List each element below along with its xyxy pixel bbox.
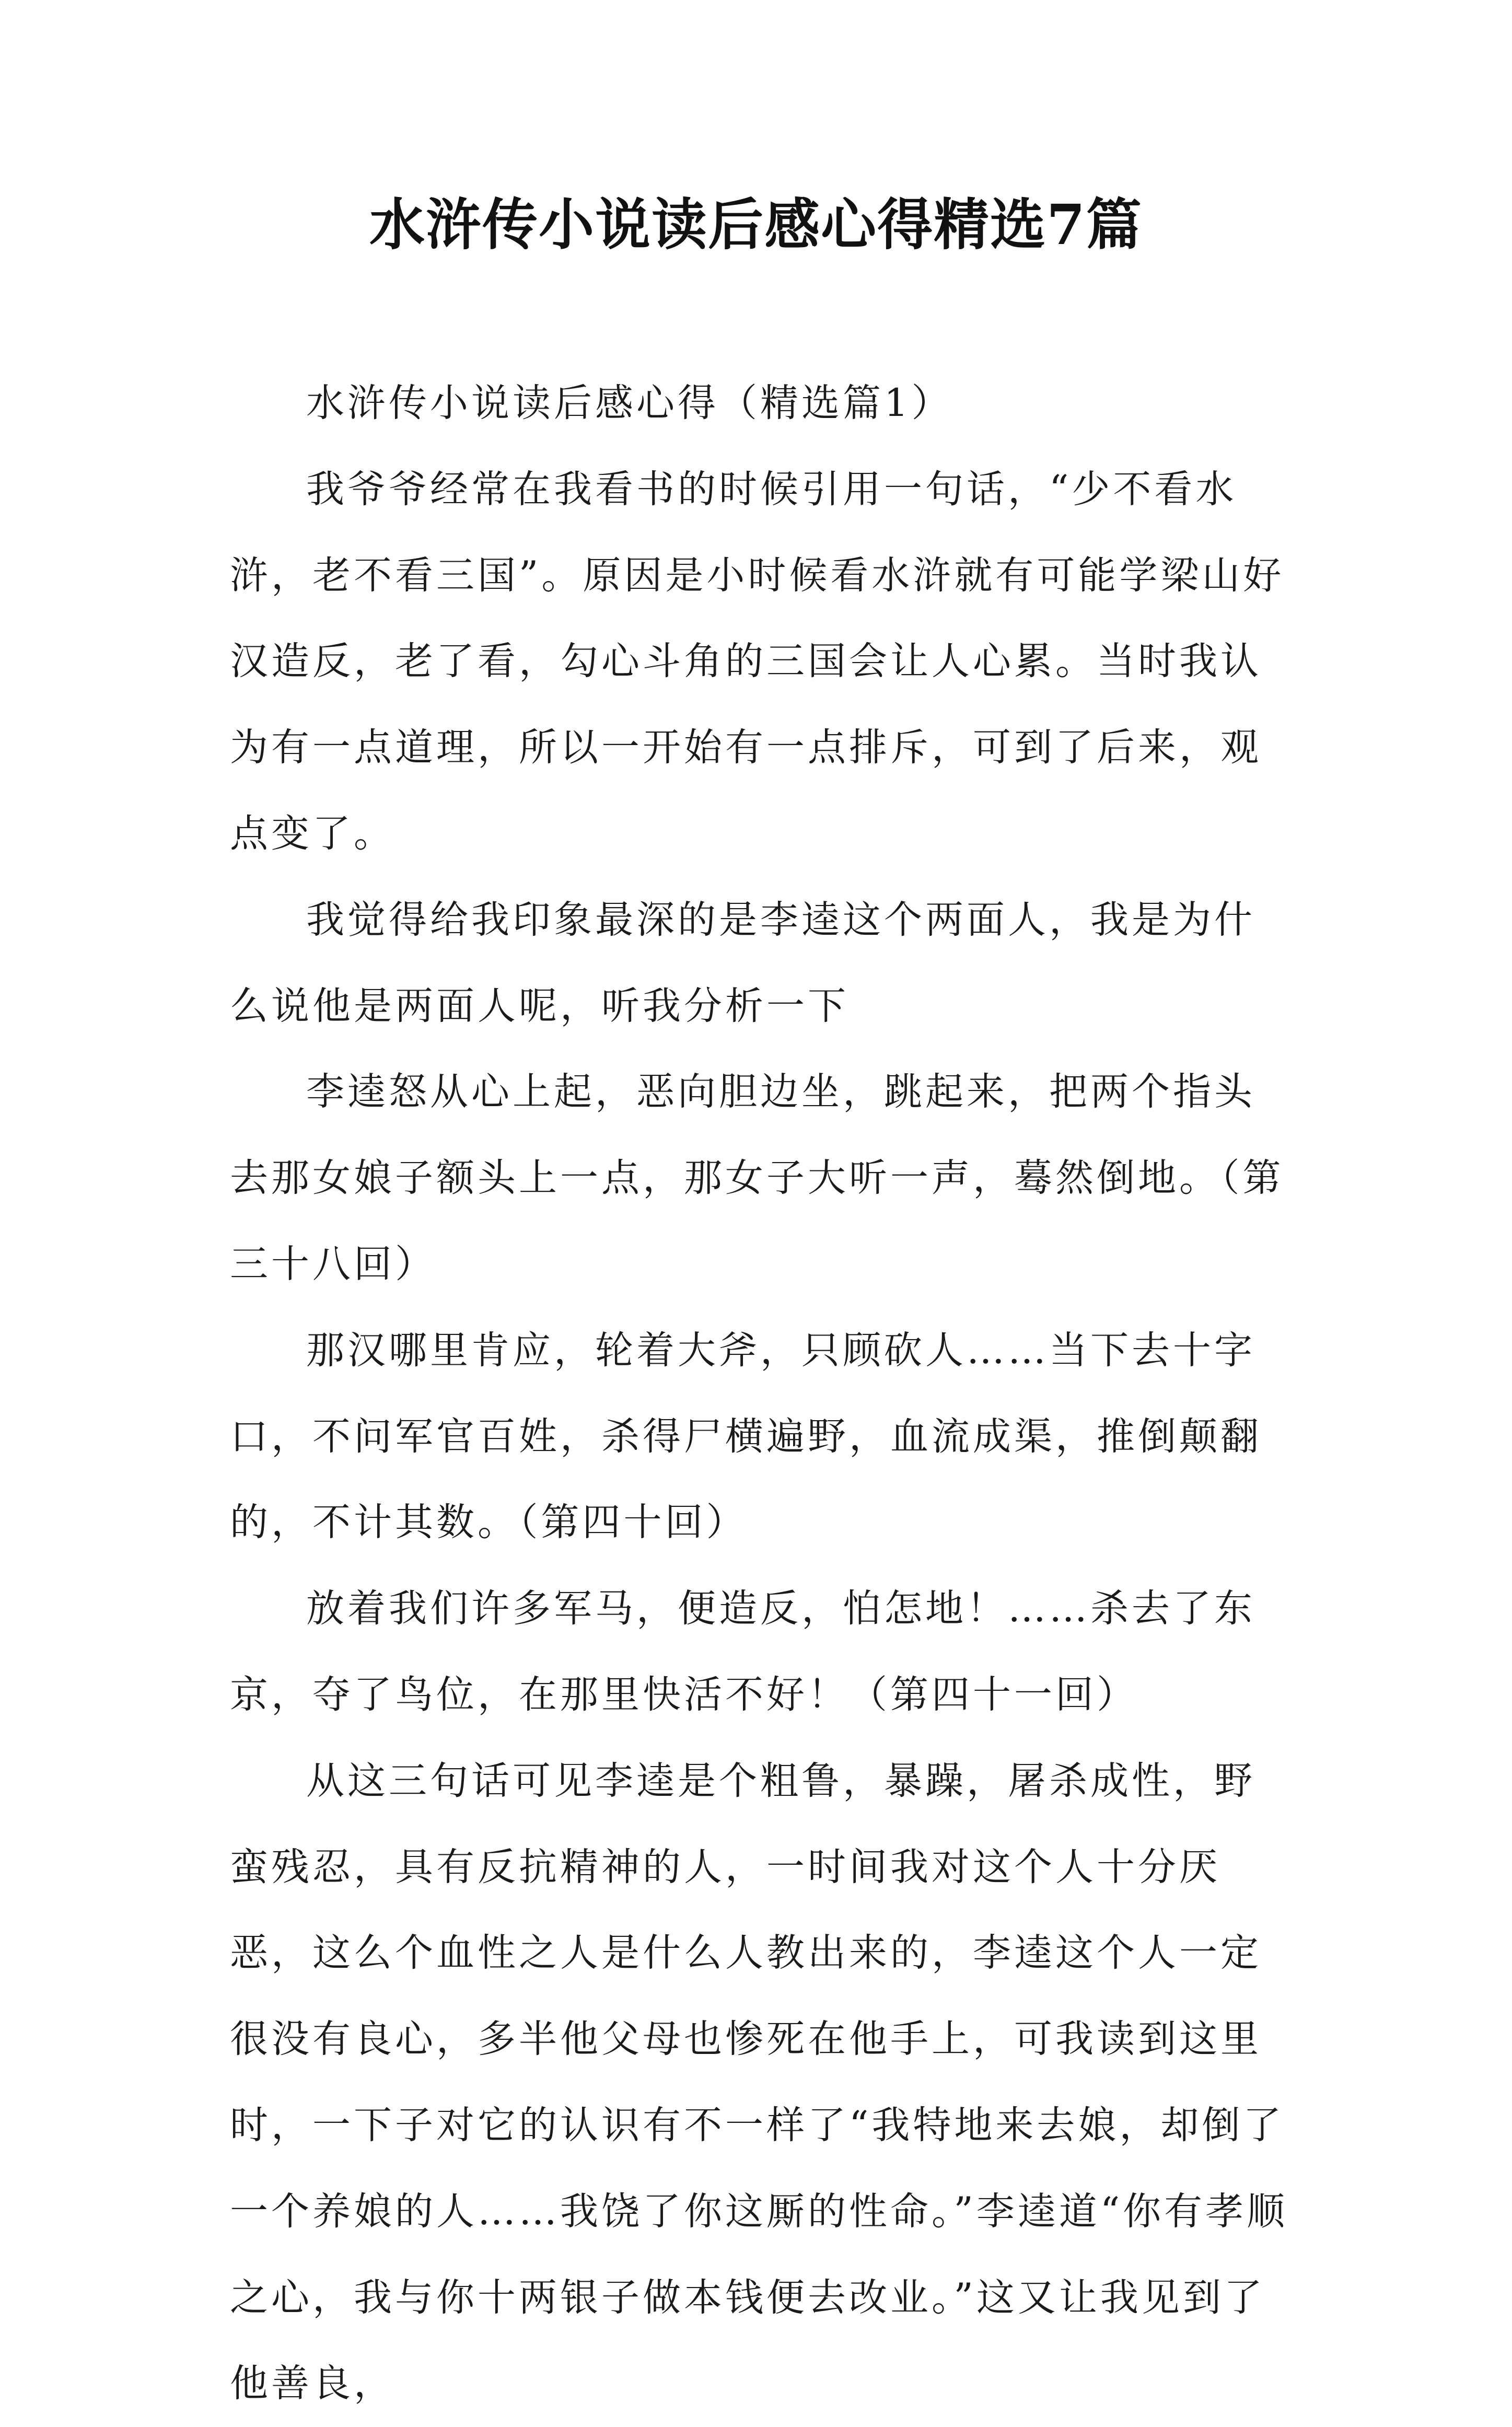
section-heading: 水浒传小说读后感心得（精选篇1）	[306, 381, 953, 425]
document-body	[230, 361, 1296, 2427]
paragraph: 从这三句话可见李逵是个粗鲁，暴躁，屠杀成性，野蛮残忍，具有反抗精神的人，一时间我对这个人十分厌恶，这么个血性之人是什么人教出来的，李逵这个人一定很没有良心，多半他父母也惨死在他手上，可我读到这里时，一下子对它的认识有不一样了“我特地来去娘，却倒了一个养娘的人……我饶了你这厮的性命。”李逵道“你有孝顺之心，我与你十两银子做本钱便去改业。”这又让我见到了他善良，	[230, 1758, 1288, 2406]
paragraph: 李逵怒从心上起，恶向胆边坐，跳起来，把两个指头去那女娘子额头上一点，那女子大听一声，蓦然倒地。（第三十八回）	[230, 1070, 1284, 1286]
paragraph: 我觉得给我印象最深的是李逵这个两面人，我是为什么说他是两面人呢，听我分析一下	[230, 897, 1255, 1028]
document-title: 水浒传小说读后感心得精选7篇	[369, 192, 1143, 257]
paragraph: 那汉哪里肯应，轮着大斧，只顾砍人……当下去十字口，不问军官百姓，杀得尸横遍野，血流成渠，推倒颠翻的，不计其数。（第四十回）	[230, 1328, 1262, 1545]
paragraph: 我爷爷经常在我看书的时候引用一句话，“少不看水浒，老不看三国”。原因是小时候看水浒就有可能学梁山好汉造反，老了看，勾心斗角的三国会让人心累。当时我认为有一点道理，所以一开始有一点排斥，可到了后来，观点变了。	[230, 467, 1285, 856]
paragraph: 放着我们许多军马，便造反，怕怎地！……杀去了东京，夺了鸟位，在那里快活不好！（第四十一回）	[230, 1586, 1255, 1717]
